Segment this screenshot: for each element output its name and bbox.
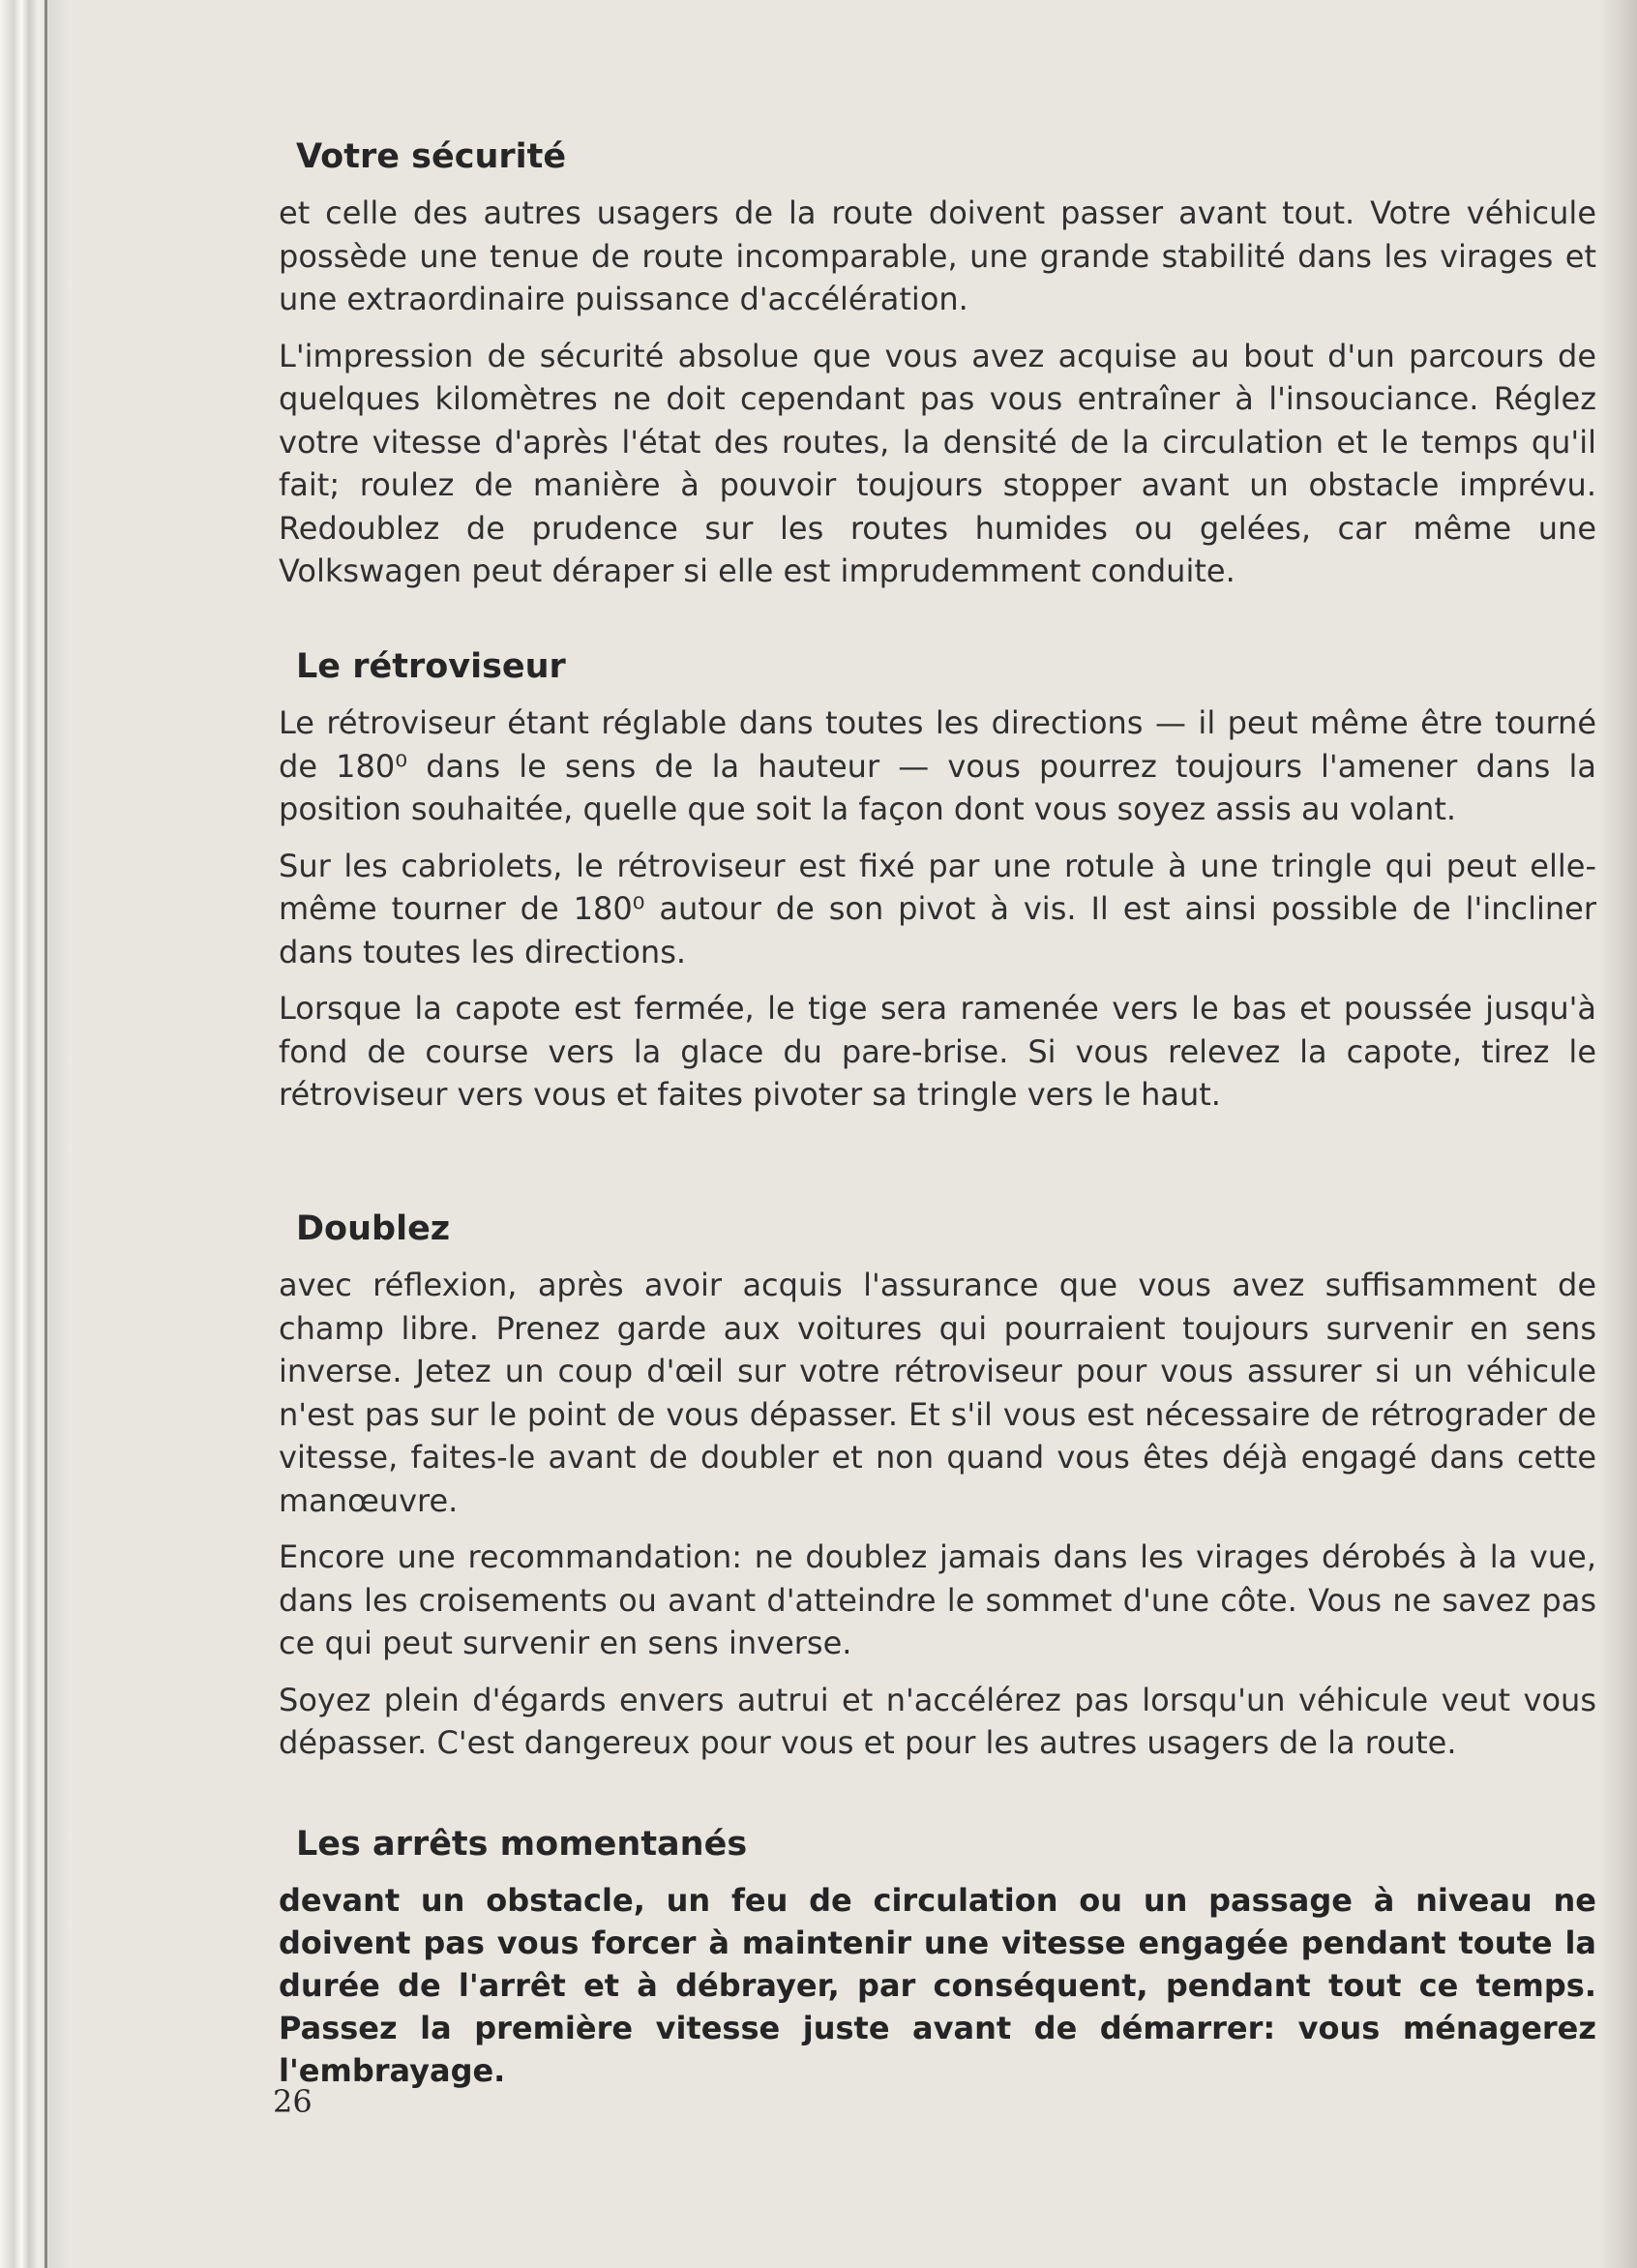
section-doublez xyxy=(279,1208,1596,1778)
section-le-retroviseur xyxy=(279,645,1596,1130)
paragraph: L'impression de sécurité absolue que vous avez acquise au bout d'un parcours de quelques kilomètres ne doit cependant pas vous entraîner à l'insouciance. Réglez votre vitesse d'après l'état des routes, la densité de la circulation et le temps qu'il fait; roulez de manière à pouvoir toujours stopper avant un obstacle imprévu. Redoublez de prudence sur les routes humides ou gelées, car même une Volkswagen peut déraper si elle est imprudemment conduite. xyxy=(279,337,1596,589)
page-edge-shadow xyxy=(1598,0,1637,2268)
paragraph: Soyez plein d'égards envers autrui et n'accélérez pas lorsqu'un véhicule veut vous dépasser. C'est dangereux pour vous et pour les autres usagers de la route. xyxy=(279,1681,1596,1761)
section-les-arrets-momentanes xyxy=(279,1823,1596,2105)
section-heading: Doublez xyxy=(296,1209,451,1248)
paragraph: avec réflexion, après avoir acquis l'assurance que vous avez suffisamment de champ libre. Prenez garde aux voitures qui pourraient toujours survenir en sens inverse. Jetez un coup d'œil sur votre rétroviseur pour vous assurer si un véhicule n'est pas sur le point de vous dépasser. Et s'il vous est nécessaire de rétrograder de vitesse, faites-le avant de doubler et non quand vous êtes déjà engagé dans cette manœuvre. xyxy=(279,1267,1596,1519)
paragraph: Encore une recommandation: ne doublez jamais dans les virages dérobés à la vue, dans les croisements ou avant d'atteindre le sommet d'une côte. Vous ne savez pas ce qui peut survenir en sens inverse. xyxy=(279,1538,1596,1661)
binding-shadow-line xyxy=(45,0,47,2268)
paragraph-bold: devant un obstacle, un feu de circulation ou un passage à niveau ne doivent pas vous forcer à maintenir une vitesse engagée pendant toute la durée de l'arrêt et à débrayer, par conséquent, pendant tout ce temps. Passez la première vitesse juste avant de démarrer: vous ménagerez l'embrayage. xyxy=(279,1882,1596,2089)
paragraph: Le rétroviseur étant réglable dans toutes les directions — il peut même être tourné de 180⁰ dans le sens de la hauteur — vous pourrez toujours l'amener dans la position souhaitée, quelle que soit la façon dont vous soyez assis au volant. xyxy=(279,704,1596,827)
section-heading: Les arrêts momentanés xyxy=(296,1825,748,1864)
section-votre-securite xyxy=(279,135,1596,607)
page-number: 26 xyxy=(273,2083,313,2120)
paragraph: et celle des autres usagers de la route doivent passer avant tout. Votre véhicule possède une tenue de route incomparable, une grande stabilité dans les virages et une extraordinaire puissance d'accélération. xyxy=(279,194,1596,317)
section-heading: Le rétroviseur xyxy=(296,647,566,686)
book-binding xyxy=(0,0,72,2268)
paragraph: Lorsque la capote est fermée, le tige sera ramenée vers le bas et poussée jusqu'à fond de course vers la glace du pare-brise. Si vous relevez la capote, tirez le rétroviseur vers vous et faites pivoter sa tringle vers le haut. xyxy=(279,990,1596,1113)
section-heading: Votre sécurité xyxy=(296,137,567,176)
paragraph: Sur les cabriolets, le rétroviseur est fixé par une rotule à une tringle qui peut elle-même tourner de 180⁰ autour de son pivot à vis. Il est ainsi possible de l'incliner dans toutes les directions. xyxy=(279,847,1596,970)
